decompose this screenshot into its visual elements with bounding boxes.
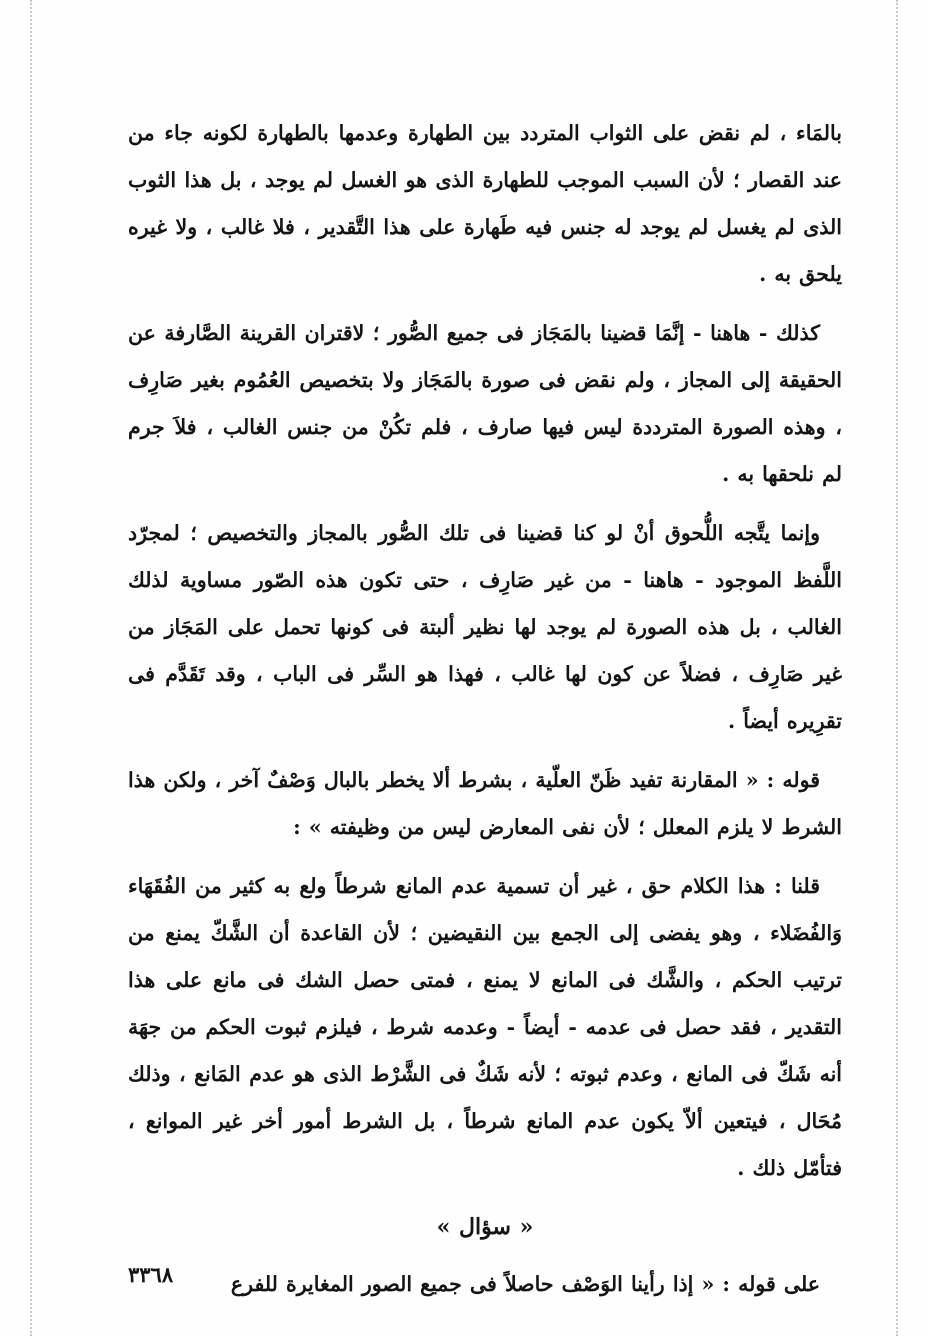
scan-margin-left [30,0,32,1336]
paragraph-6: على قوله : « إذا رأينا الوَصْف حاصلاً فى جميع الصور المغايرة للفرع [230,1272,820,1296]
body-text [128,110,842,1320]
page-number: ٣٣٦٨ [128,1262,174,1287]
paragraph-4: قوله : « المقارنة تفيد ظَنّ العلّية ، بشرط ألا يخطر بالبال وَصْفٌ آخر ، ولكن هذا الشرط لا يلزم المعلل ؛ لأن نفى المعارض ليس من وظيفته » : [128,768,842,839]
scan-margin-right [896,0,898,1336]
paragraph-3: وإنما يتَّجه اللُّحوق أنْ لو كنا قضينا فى تلك الصُّور بالمجاز والتخصيص ؛ لمجرّد اللَّفظ الموجود - هاهنا - من غير صَارِف ، حتى تكون هذه الصّور مساوية لذلك الغالب ، بل هذه الصورة لم يوجد لها نظير ألبتة فى كونها تحمل على المَجَاز من غير صَارِف ، فضلاً عن كون لها غالب ، فهذا هو السِّر فى الباب ، وقد تَقَدَّم فى تقرِيره أيضاً . [128,521,842,733]
paragraph-1: بالمَاء ، لم نقض على الثواب المتردد بين الطهارة وعدمها بالطهارة لكونه جاء من عند القصار ؛ لأن السبب الموجب للطهارة الذى هو الغسل لم يوجد ، بل هذا الثوب الذى لم يغسل لم يوجد له جنس فيه طَهارة على هذا التَّقدير ، فلا غالب ، ولا غيره يلحق به . [128,121,842,286]
paragraph-2: كذلك - هاهنا - إنَّمَا قضينا بالمَجَاز فى جميع الصُّور ؛ لاقتران القرينة الصَّارفة عن الحقيقة إلى المجاز ، ولم نقض فى صورة بالمَجَاز ولا بتخصيص العُمُوم بغير صَارِف ، وهذه الصورة المترددة ليس فيها صارف ، فلم تكُنْ من جنس الغالب ، فلاَ جرم لم نلحقها به . [128,321,842,486]
section-heading: « سؤال » [436,1214,534,1240]
paragraph-5: قلنا : هذا الكلام حق ، غير أن تسمية عدم المانع شرطاً ولع به كثير من الفُقَهَاء وَالفُضَلاء ، وهو يفضى إلى الجمع بين النقيضين ؛ لأن القاعدة أن الشَّكّ يمنع من ترتيب الحكم ، والشَّك فى المانع لا يمنع ، فمتى حصل الشك فى مانع على هذا التقدير ، فقد حصل فى عدمه - أيضاً - وعدمه شرط ، فيلزم ثبوت الحكم من جهَة أنه شَكّ فى المانع ، وعدم ثبوته ؛ لأنه شَكٌ فى الشَّرْط الذى هو عدم المَانع ، وذلك مُحَال ، فيتعين ألاّ يكون عدم المانع شرطاً ، بل الشرط أمور أخر غير الموانع ، فتأمّل ذلك . [128,874,842,1180]
